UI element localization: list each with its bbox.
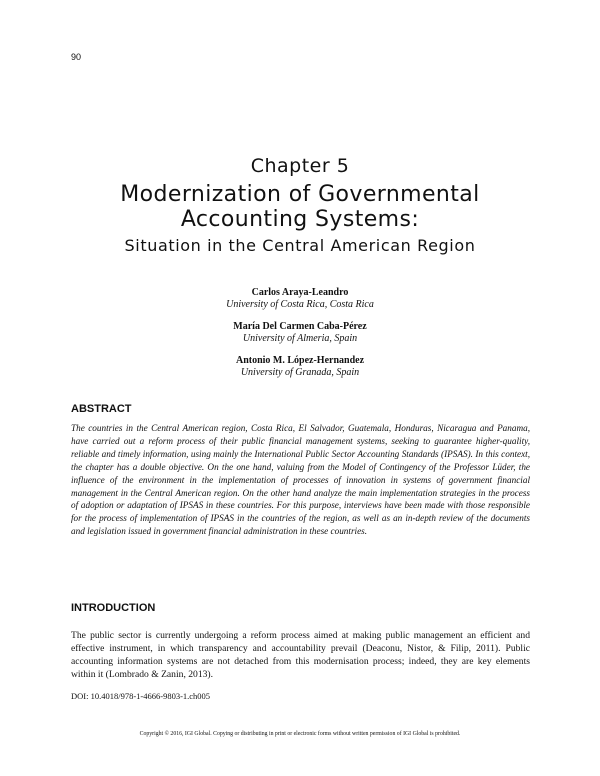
author-affiliation: University of Almeria, Spain bbox=[242, 333, 358, 344]
copyright-notice: Copyright © 2016, IGI Global. Copying or distributing in print or electronic forms without written permission of IGI Global is prohibited. bbox=[139, 731, 461, 737]
doi-text: DOI: 10.4018/978-1-4666-9803-1.ch005 bbox=[71, 691, 211, 701]
chapter-subtitle: Situation in the Central American Region bbox=[124, 236, 476, 255]
author-block bbox=[0, 355, 600, 379]
author-block bbox=[0, 287, 600, 311]
chapter-title-line-2: Accounting Systems: bbox=[180, 207, 420, 232]
author-name: María Del Carmen Caba-Pérez bbox=[233, 321, 367, 332]
chapter-label: Chapter 5 bbox=[250, 155, 350, 177]
introduction-heading: INTRODUCTION bbox=[71, 602, 156, 614]
page-number: 90 bbox=[71, 52, 82, 62]
introduction-text: The public sector is currently undergoing a reform process aimed at making public management an efficient and effective instrument, in which transparency and accountability prevail (Deaconu, Nistor, & Filip, 2011). Public accounting information systems are not detached from this modernisation process; indeed, they are key elements within it (Lombrado & Zanin, 2013). bbox=[71, 630, 530, 680]
author-affiliation: University of Granada, Spain bbox=[240, 367, 360, 378]
author-block bbox=[0, 321, 600, 345]
chapter-title-line-1: Modernization of Governmental bbox=[120, 182, 480, 207]
author-name: Antonio M. López-Hernandez bbox=[235, 355, 365, 366]
abstract-heading: ABSTRACT bbox=[71, 403, 132, 415]
author-affiliation: University of Costa Rica, Costa Rica bbox=[226, 299, 374, 310]
author-name: Carlos Araya-Leandro bbox=[251, 287, 349, 298]
abstract-text: The countries in the Central American region, Costa Rica, El Salvador, Guatemala, Honduras, Nicaragua and Panama, have carried out a reform process of their public financial management systems, seeking to guarantee higher-quality, reliable and timely information, using mainly the International Public Sector Accounting Standards (IPSAS). In this context, the chapter has a double objective. On the one hand, valuing from the Model of Contingency of the Professor Lüder, the influence of the environment in the implementation of processes of innovation in systems of government financial management in the Central American region. On the other hand analyze the main implementation strategies in the process of adoption or adaptation of IPSAS in these countries. For this purpose, interviews have been made with those responsible for the process of implementation of IPSAS in the countries of the region, as well as an in-depth review of the documents and legislation issued in government financial administration in these countries. bbox=[71, 423, 530, 537]
